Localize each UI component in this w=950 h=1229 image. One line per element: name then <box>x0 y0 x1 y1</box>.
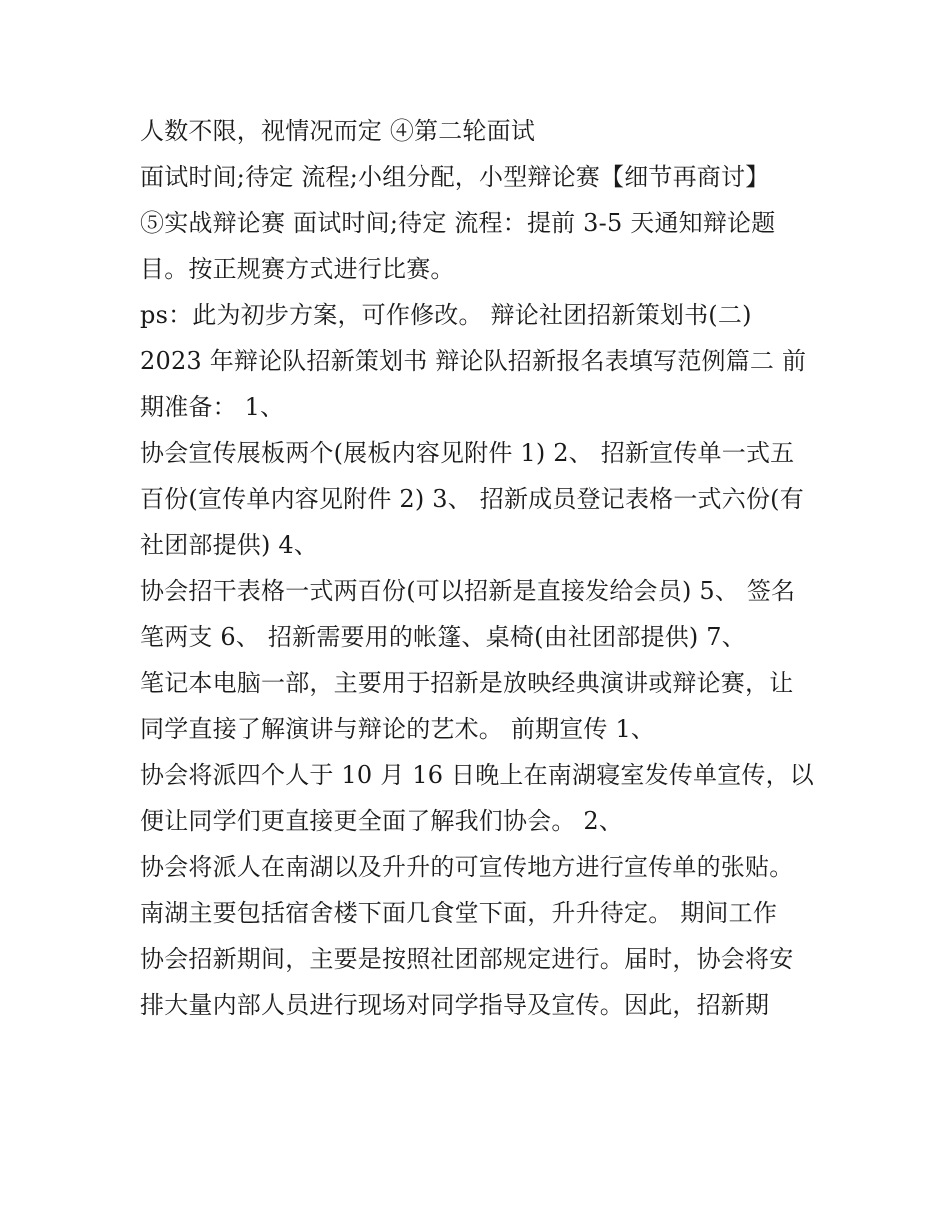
text-line: 协会将派人在南湖以及升升的可宣传地方进行宣传单的张贴。 <box>140 853 794 881</box>
document-body <box>140 108 840 1028</box>
text-line: 协会宣传展板两个(展板内容见附件 1) 2、 招新宣传单一式五 <box>140 439 795 467</box>
text-line: 协会招新期间，主要是按照社团部规定进行。届时，协会将安 <box>140 945 794 973</box>
text-line: ⑤实战辩论赛 面试时间;待定 流程：提前 3-5 天通知辩论题 <box>140 209 776 237</box>
text-line: 南湖主要包括宿舍楼下面几食堂下面，升升待定。 期间工作 <box>140 899 778 927</box>
text-line: 协会招干表格一式两百份(可以招新是直接发给会员) 5、 签名 <box>140 577 796 605</box>
text-line: 期准备： 1、 <box>140 393 285 421</box>
text-line: 笔记本电脑一部，主要用于招新是放映经典演讲或辩论赛，让 <box>140 669 794 697</box>
text-line: 同学直接了解演讲与辩论的艺术。 前期宣传 1、 <box>140 715 656 743</box>
text-line: 目。按正规赛方式进行比赛。 <box>140 255 455 283</box>
text-line: 人数不限，视情况而定 ④第二轮面试 <box>140 117 536 145</box>
text-line: 笔两支 6、 招新需要用的帐篷、桌椅(由社团部提供) 7、 <box>140 623 746 651</box>
text-line: 便让同学们更直接更全面了解我们协会。 2、 <box>140 807 624 835</box>
text-line: 2023 年辩论队招新策划书 辩论队招新报名表填写范例篇二 前 <box>140 347 807 375</box>
text-line: 百份(宣传单内容见附件 2) 3、 招新成员登记表格一式六份(有 <box>140 485 804 513</box>
text-line: ps：此为初步方案，可作修改。 辩论社团招新策划书(二) <box>140 301 752 329</box>
text-line: 社团部提供) 4、 <box>140 531 319 559</box>
text-line: 面试时间;待定 流程;小组分配，小型辩论赛【细节再商讨】 <box>140 163 770 191</box>
text-line: 协会将派四个人于 10 月 16 日晚上在南湖寝室发传单宣传，以 <box>140 761 814 789</box>
text-line: 排大量内部人员进行现场对同学指导及宣传。因此，招新期 <box>140 991 770 1019</box>
